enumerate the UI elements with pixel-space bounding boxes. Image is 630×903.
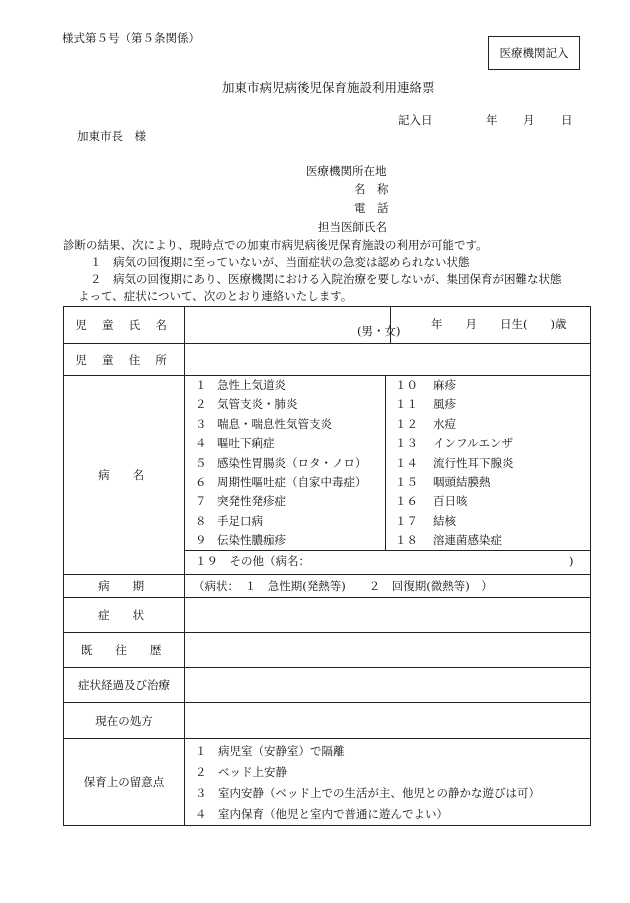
doctor-name-label: 担当医師氏名 [318, 220, 387, 234]
history-label: 既 往 歴 [64, 633, 185, 668]
disease-item[interactable]: １２ 水痘 [395, 416, 456, 431]
page-title: 加東市病児病後児保育施設利用連絡票 [222, 80, 435, 95]
disease-item[interactable]: ８ 手足口病 [195, 513, 263, 528]
child-address-label: 児 童 住 所 [64, 344, 185, 376]
disease-field [185, 376, 591, 575]
course-field[interactable] [185, 668, 591, 703]
disease-other-close: ) [569, 554, 574, 568]
intro-option-2: ２ 病気の回復期にあり、医療機関における入院治療を要しないが、集団保育が困難な状態 [90, 272, 562, 286]
birth-date-field[interactable] [391, 307, 591, 344]
notes-item[interactable]: ２ ベッド上安静 [195, 765, 287, 779]
disease-item[interactable]: ６ 周期性嘔吐症（自家中毒症） [195, 474, 367, 489]
notes-label: 保育上の留意点 [64, 739, 185, 826]
disease-item[interactable]: ７ 突発性発疹症 [195, 494, 286, 509]
sex-choice[interactable]: (男・女) [357, 324, 401, 338]
notes-field [185, 739, 591, 826]
row-child-name [64, 307, 591, 344]
disease-item[interactable]: １７ 結核 [395, 513, 456, 528]
entry-date-year: 年 [486, 113, 498, 127]
notes-item[interactable]: ４ 室内保育（他児と室内で普通に遊んでよい） [195, 807, 448, 821]
row-prescription [64, 703, 591, 739]
row-disease [64, 376, 591, 575]
institution-name-label: 名 称 [354, 182, 389, 196]
child-name-field[interactable] [185, 307, 401, 344]
disease-other[interactable]: １９ その他（病名： [195, 554, 310, 568]
symptom-label: 症 状 [64, 598, 185, 633]
course-label: 症状経過及び治療 [64, 668, 185, 703]
row-history [64, 633, 591, 668]
entry-date-day: 日 [561, 113, 573, 127]
contact-form-table [63, 306, 591, 826]
intro-line: 診断の結果、次により、現時点での加東市病児病後児保育施設の利用が可能です。 [63, 238, 488, 252]
prescription-field[interactable] [185, 703, 591, 739]
disease-list-right [395, 376, 514, 551]
disease-item[interactable]: １５ 咽頭結膜熱 [395, 474, 491, 489]
row-course [64, 668, 591, 703]
symptom-field[interactable] [185, 598, 591, 633]
addressee: 加東市長 様 [77, 129, 146, 143]
disease-item[interactable]: １１ 風疹 [395, 397, 456, 412]
row-symptom [64, 598, 591, 633]
entry-date-month: 月 [523, 113, 535, 127]
intro-option-1: １ 病気の回復期に至っていないが、当面症状の急変は認められない状態 [90, 255, 470, 269]
institution-entry-label: 医療機関記入 [499, 46, 569, 60]
disease-item[interactable]: １６ 百日咳 [395, 494, 468, 509]
disease-item[interactable]: ４ 嘔吐下痢症 [195, 436, 275, 451]
row-child-address [64, 344, 591, 376]
period-field[interactable]: （病状： １ 急性期(発熱等) ２ 回復期(微熱等) ） [185, 575, 591, 598]
notes-item[interactable]: ３ 室内安静（ベッド上での生活が主、他児との静かな遊びは可） [195, 786, 540, 800]
disease-item[interactable]: ９ 伝染性膿痂疹 [195, 533, 286, 548]
institution-entry-box [488, 36, 580, 70]
disease-list-left [195, 376, 367, 551]
disease-item[interactable]: １０ 麻疹 [395, 378, 456, 392]
child-name-label: 児 童 氏 名 [64, 307, 185, 344]
institution-address-label: 医療機関所在地 [306, 164, 387, 178]
period-label: 病 期 [64, 575, 185, 598]
disease-item[interactable]: ２ 気管支炎・肺炎 [195, 397, 298, 412]
disease-item[interactable]: ５ 感染性胃腸炎（ロタ・ノロ） [195, 455, 367, 470]
institution-phone-label: 電 話 [354, 201, 389, 215]
form-number: 様式第５号（第５条関係） [62, 31, 200, 45]
disease-item[interactable]: １８ 溶連菌感染症 [395, 533, 502, 548]
disease-item[interactable]: １ 急性上気道炎 [195, 378, 286, 392]
intro-line-2: よって、症状について、次のとおり連絡いたします。 [78, 289, 353, 303]
notes-list [185, 739, 590, 825]
row-notes [64, 739, 591, 826]
disease-item[interactable]: １４ 流行性耳下腺炎 [395, 455, 514, 470]
disease-item[interactable]: ３ 喘息・喘息性気管支炎 [195, 416, 332, 431]
entry-date-label: 記入日 [398, 113, 433, 127]
child-address-field[interactable] [185, 344, 591, 376]
history-field[interactable] [185, 633, 591, 668]
disease-label: 病 名 [64, 376, 185, 575]
notes-item[interactable]: １ 病児室（安静室）で隔離 [195, 744, 345, 758]
row-period [64, 575, 591, 598]
birth-date-text: 年 月 日生( )歳 [431, 317, 567, 331]
disease-item[interactable]: １３ インフルエンザ [395, 436, 514, 451]
prescription-label: 現在の処方 [64, 703, 185, 739]
